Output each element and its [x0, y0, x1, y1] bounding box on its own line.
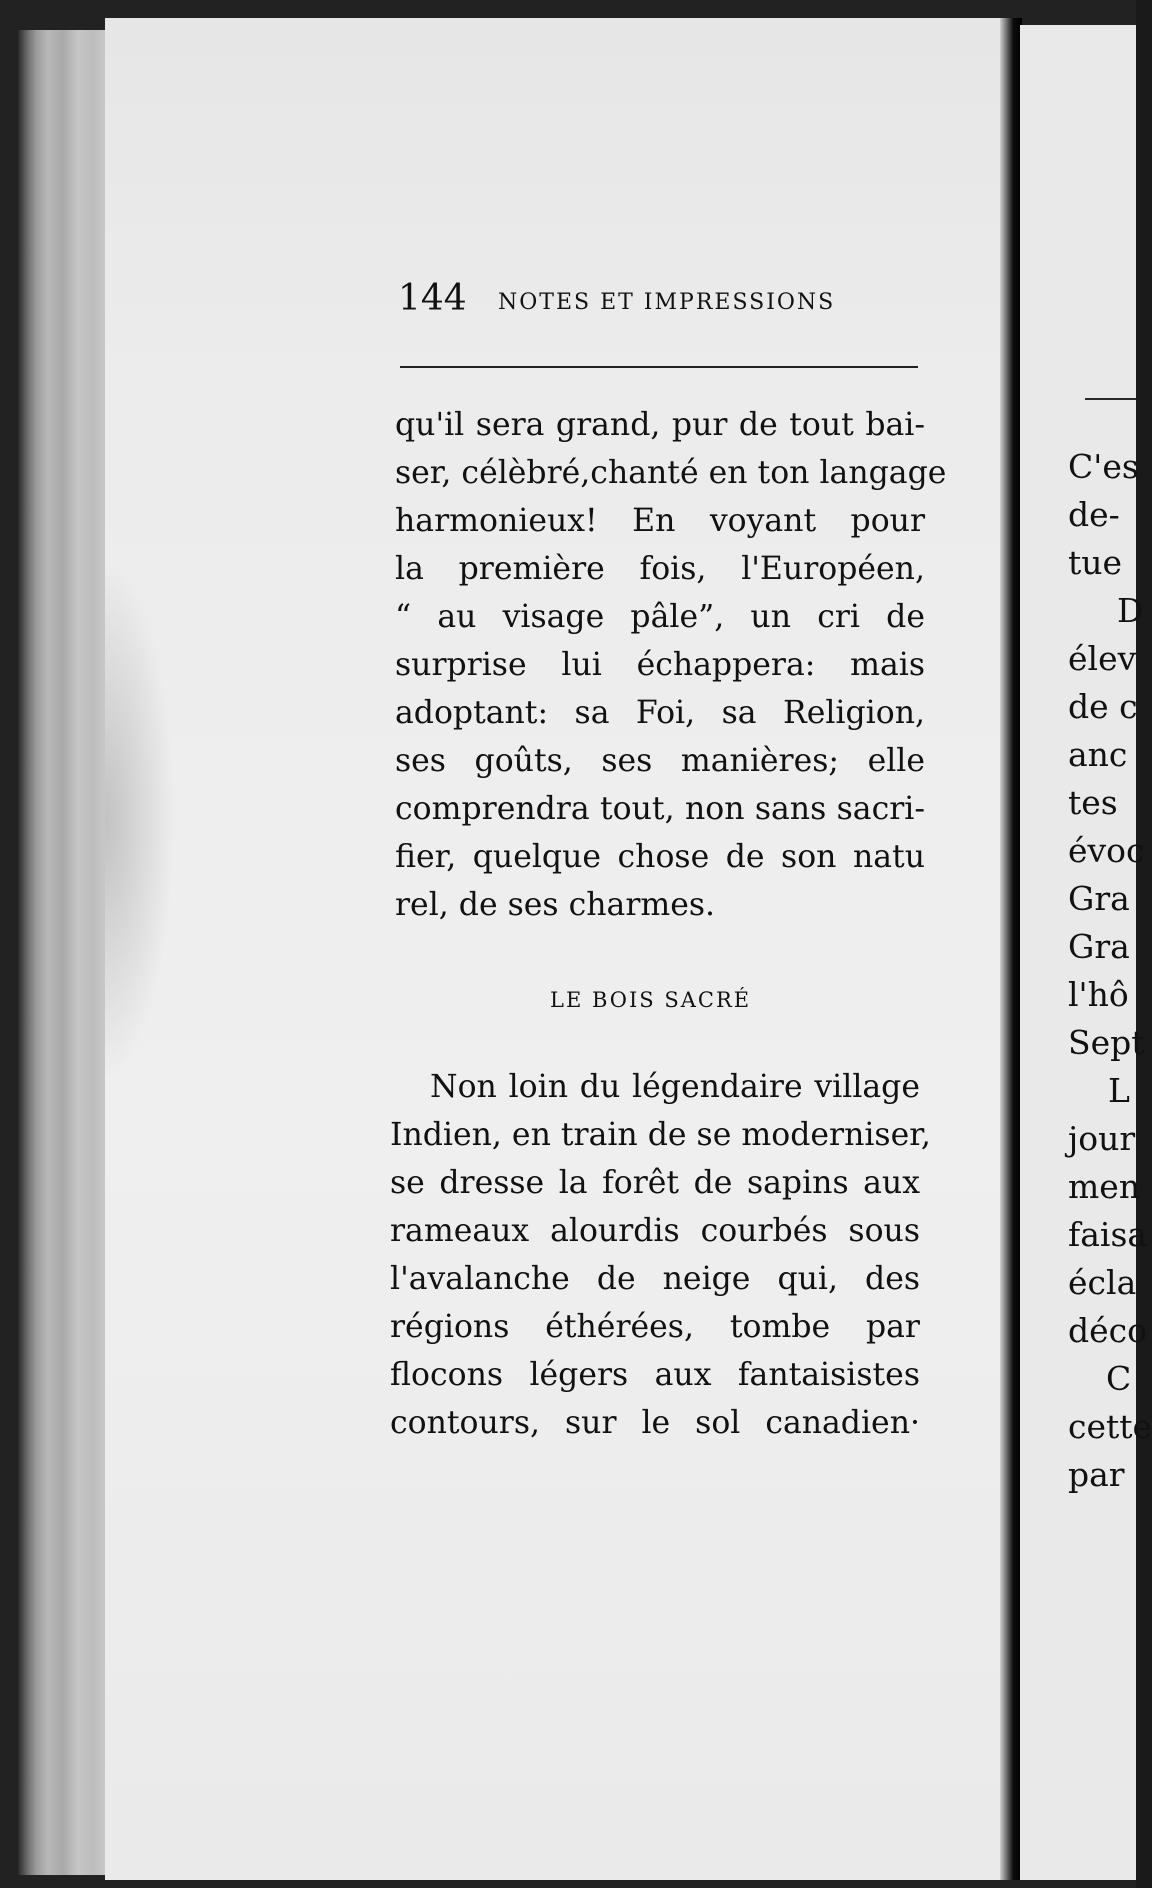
facing-page-line: tes [1068, 783, 1118, 822]
facing-page-line: de- [1068, 495, 1120, 534]
facing-page-line: tue [1068, 543, 1123, 582]
text-line: qu'il sera grand, pur de tout bai- [395, 407, 925, 443]
text-line: adoptant: sa Foi, sa Religion, [395, 695, 925, 731]
facing-page-line: déco [1068, 1311, 1148, 1350]
header-rule [400, 366, 918, 368]
facing-page-line: anc [1068, 735, 1128, 774]
facing-page-line: évoc [1068, 831, 1145, 870]
book-gutter [1000, 18, 1022, 1880]
text-line: régions éthérées, tombe par [390, 1309, 920, 1345]
text-line: Non loin du légendaire village [430, 1069, 920, 1105]
facing-page-line: jour [1068, 1119, 1136, 1158]
text-line: rel, de ses charmes. [395, 887, 716, 923]
facing-page-line: par [1068, 1455, 1125, 1494]
text-line: se dresse la forêt de sapins aux [390, 1165, 920, 1201]
facing-page-line: écla [1068, 1263, 1137, 1302]
facing-page-line: l'hô [1068, 975, 1129, 1014]
facing-page-line: Sept [1068, 1023, 1145, 1062]
page-edge-stack [18, 30, 118, 1875]
running-head: NOTES ET IMPRESSIONS [498, 290, 836, 315]
text-line: “ au visage pâle”, un cri de [395, 599, 925, 635]
text-line: comprendra tout, non sans sacri- [395, 791, 925, 827]
text-line: harmonieux! En voyant pour [395, 503, 925, 539]
facing-page-line: C'es [1068, 447, 1139, 486]
facing-page-line: D [1117, 591, 1144, 630]
page-number: 144 [398, 278, 467, 319]
text-line: fier, quelque chose de son natu [395, 839, 925, 875]
text-line: ser, célèbré,chanté en ton langage [395, 455, 947, 491]
text-line: surprise lui échappera: mais [395, 647, 925, 683]
facing-page-line: L [1108, 1071, 1130, 1110]
text-line: rameaux alourdis courbés sous [390, 1213, 920, 1249]
facing-page-line: Gra [1068, 879, 1130, 918]
page-stain [105, 560, 175, 1080]
facing-page-line: faisa [1068, 1215, 1148, 1254]
facing-page-line: cette [1068, 1407, 1152, 1446]
text-line: la première fois, l'Européen, [395, 551, 925, 587]
page-header [398, 278, 918, 328]
text-line: Indien, en train de se moderniser, [390, 1117, 931, 1153]
facing-page-line: Gra [1068, 927, 1130, 966]
facing-page-line: de c [1068, 687, 1138, 726]
text-line: ses goûts, ses manières; elle [395, 743, 925, 779]
text-line: contours, sur le sol canadien· [390, 1405, 920, 1441]
text-line: flocons légers aux fantaisistes [390, 1357, 920, 1393]
section-title: LE BOIS SACRÉ [550, 988, 752, 1012]
facing-page-line: C [1106, 1359, 1132, 1398]
facing-page-line: men [1068, 1167, 1141, 1206]
text-line: l'avalanche de neige qui, des [390, 1261, 920, 1297]
facing-page-rule [1085, 398, 1136, 400]
facing-page-line: élev [1068, 639, 1137, 678]
